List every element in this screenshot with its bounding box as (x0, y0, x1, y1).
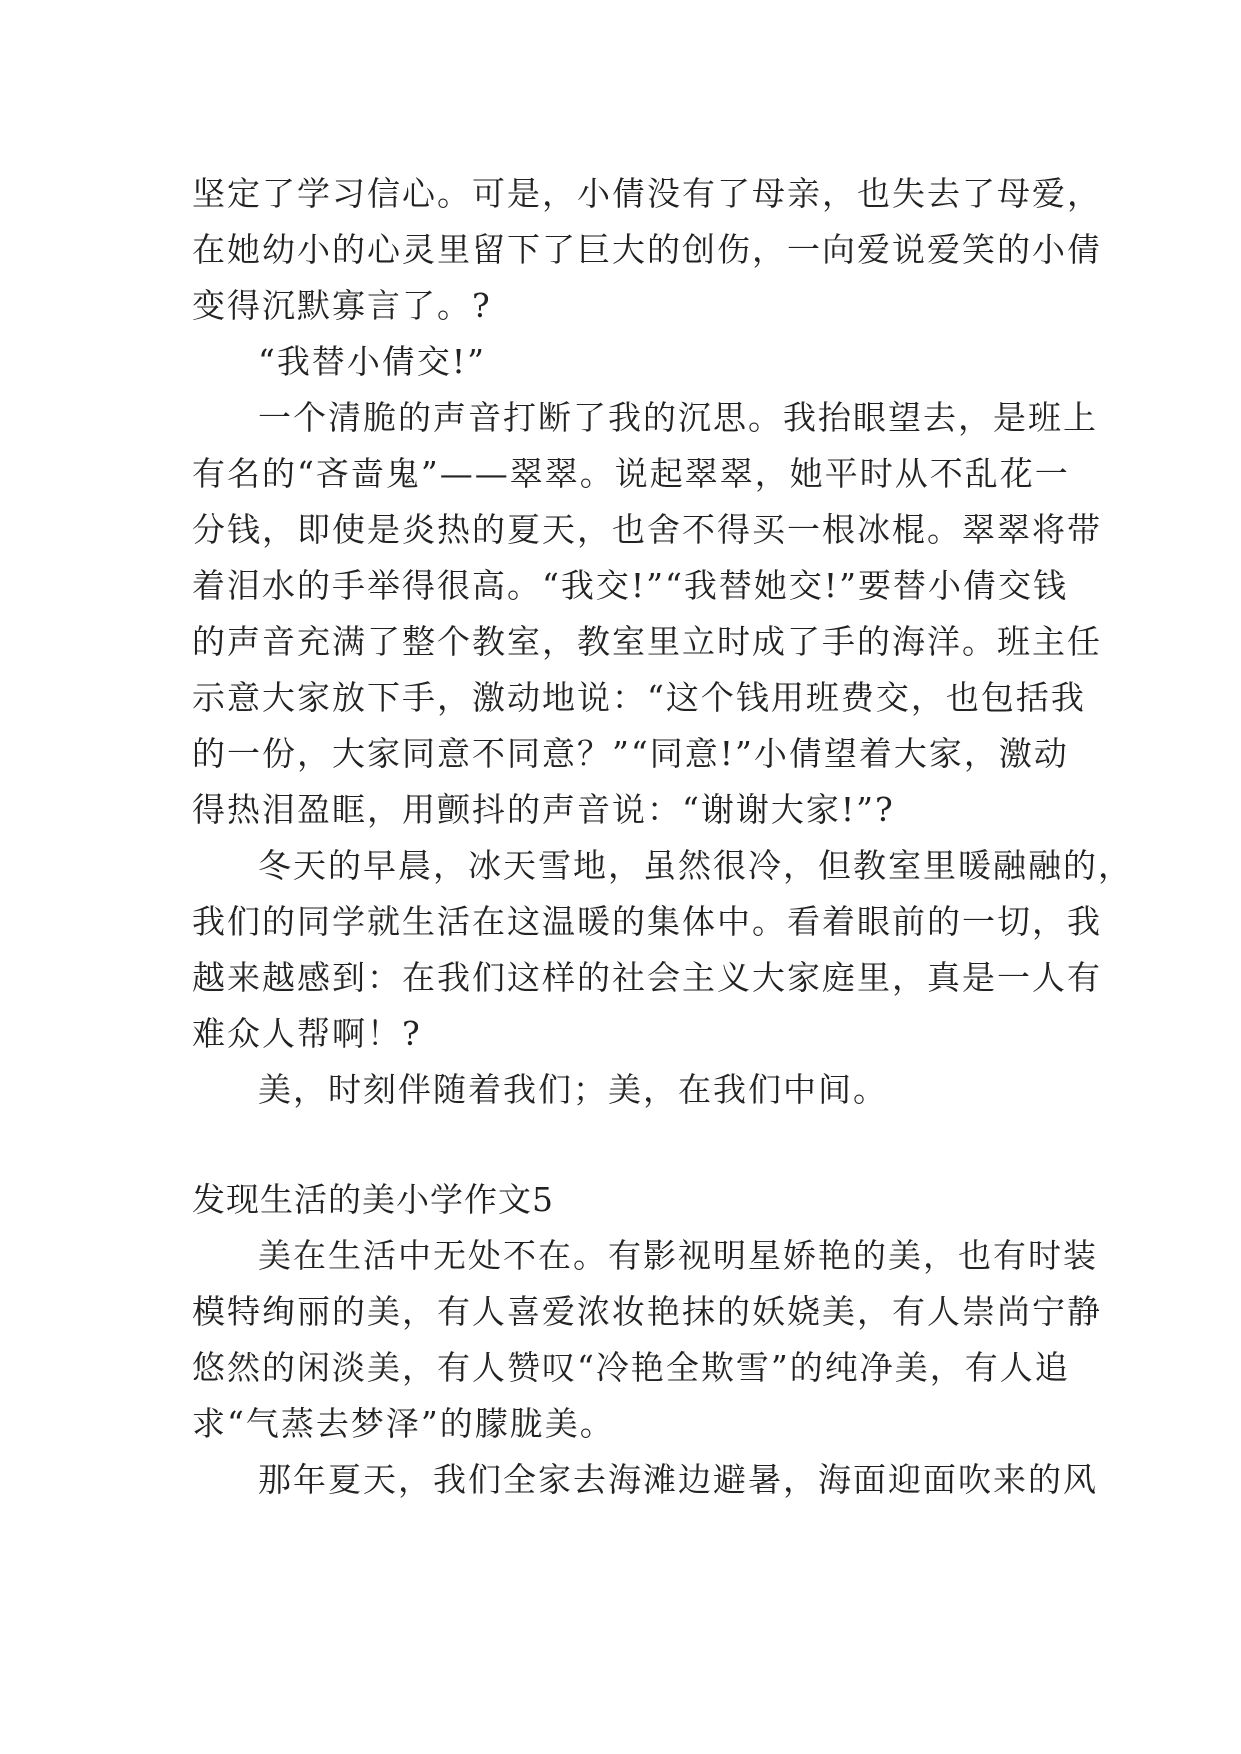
text-line: 的声音充满了整个教室，教室里立时成了手的海洋。班主任 (192, 622, 1102, 661)
text-line: 我们的同学就生活在这温暖的集体中。看着眼前的一切，我 (192, 902, 1102, 941)
text-line: 有名的“吝啬鬼”——翠翠。说起翠翠，她平时从不乱花一 (192, 454, 1070, 493)
text-line: 越来越感到：在我们这样的社会主义大家庭里，真是一人有 (192, 958, 1102, 997)
text-line: 变得沉默寡言了。? (192, 286, 492, 325)
paragraph-start-line: 美，时刻伴随着我们；美，在我们中间。 (258, 1070, 888, 1109)
text-line: 悠然的闲淡美，有人赞叹“冷艳全欺雪”的纯净美，有人追 (192, 1348, 1070, 1387)
paragraph-start-line: 冬天的早晨，冰天雪地，虽然很冷，但教室里暖融融的， (258, 846, 1133, 885)
text-line: 模特绚丽的美，有人喜爱浓妆艳抹的妖娆美，有人崇尚宁静 (192, 1292, 1102, 1331)
text-line: 在她幼小的心灵里留下了巨大的创伤，一向爱说爱笑的小倩 (192, 230, 1102, 269)
text-line: 示意大家放下手，激动地说：“这个钱用班费交，也包括我 (192, 678, 1086, 717)
paragraph-start-line: 那年夏天，我们全家去海滩边避暑，海面迎面吹来的风 (258, 1460, 1098, 1499)
text-line: 坚定了学习信心。可是，小倩没有了母亲，也失去了母爱， (192, 174, 1102, 213)
text-line: 求“气蒸去梦泽”的朦胧美。 (192, 1404, 615, 1443)
paragraph-start-line: 一个清脆的声音打断了我的沉思。我抬眼望去，是班上 (258, 398, 1098, 437)
text-line: 难众人帮啊！? (192, 1014, 422, 1053)
text-line: 分钱，即使是炎热的夏天，也舍不得买一根冰棍。翠翠将带 (192, 510, 1102, 549)
text-line: 得热泪盈眶，用颤抖的声音说：“谢谢大家!”? (192, 790, 895, 829)
section-heading: 发现生活的美小学作文5 (192, 1180, 554, 1219)
text-line: 的一份，大家同意不同意？”“同意!”小倩望着大家，激动 (192, 734, 1069, 773)
paragraph-start-line: 美在生活中无处不在。有影视明星娇艳的美，也有时装 (258, 1236, 1098, 1275)
text-line: “我替小倩交!” (258, 342, 487, 381)
text-line: 着泪水的手举得很高。“我交!”“我替她交!”要替小倩交钱 (192, 566, 1069, 605)
